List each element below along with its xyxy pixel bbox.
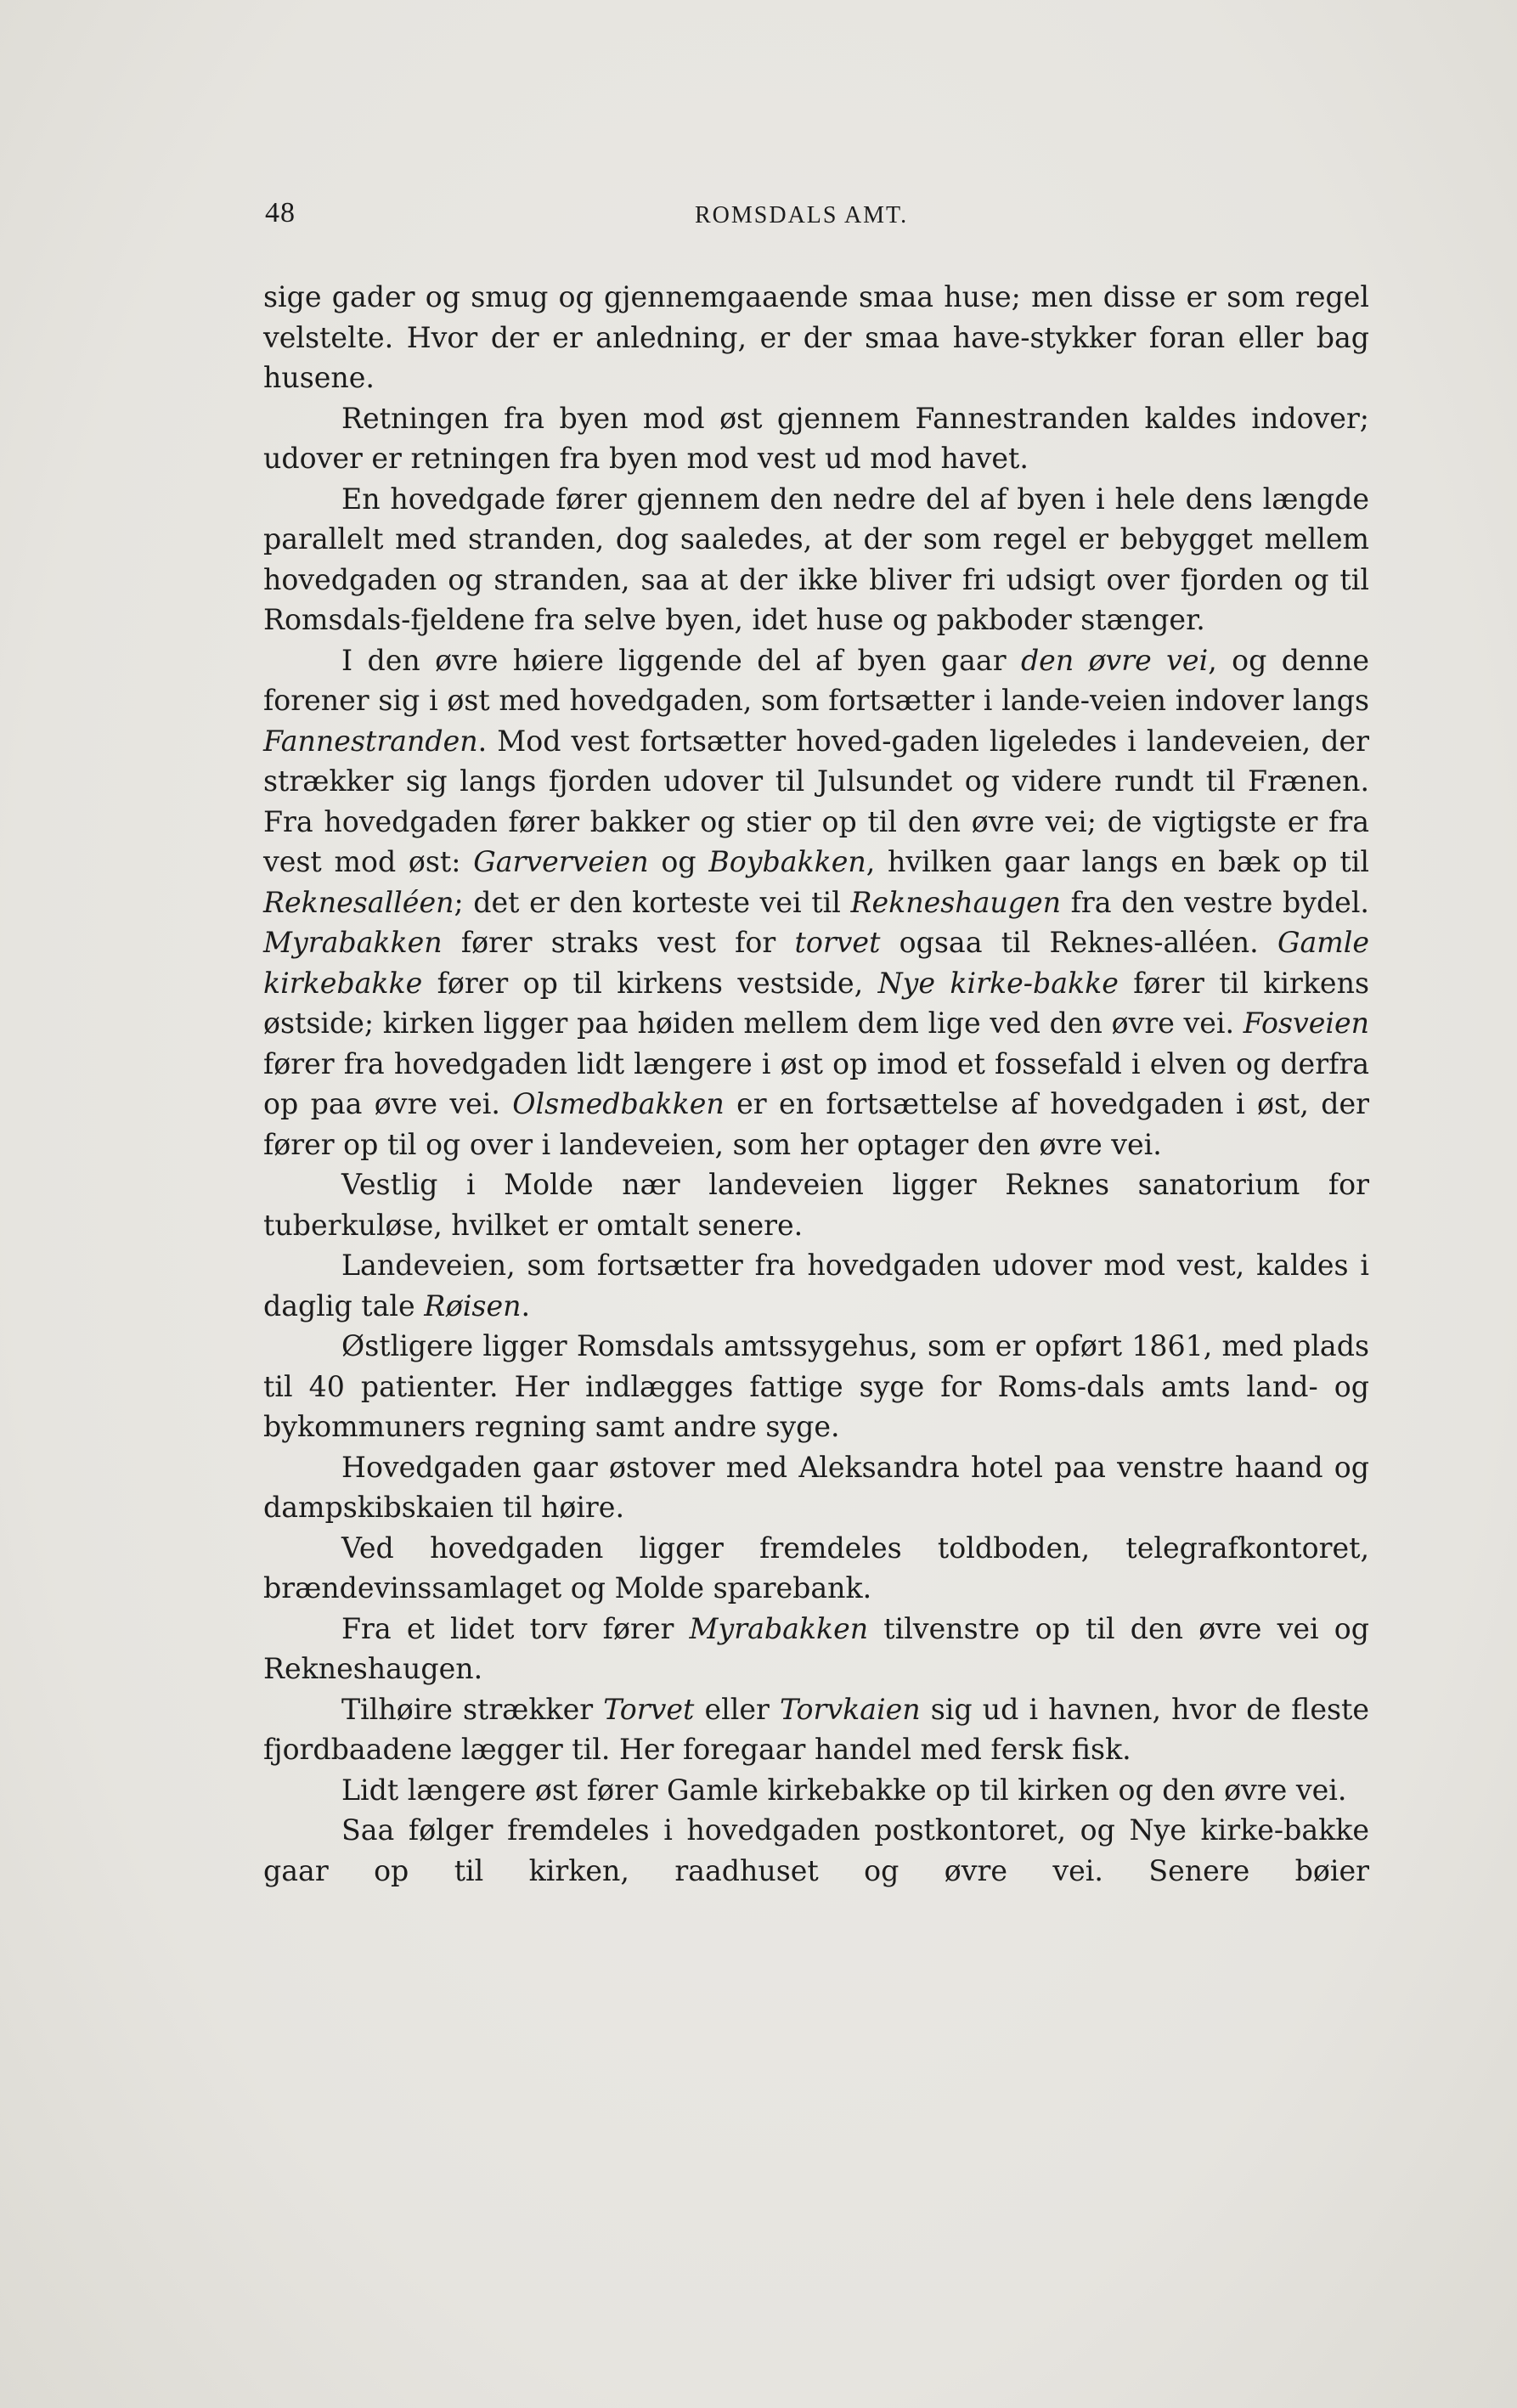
paragraph bbox=[263, 1528, 1369, 1609]
text-run: En hovedgade fører gjennem den nedre del af byen i hele dens længde parallelt med stranden, dog saaledes, at der som regel er bebygget mellem hovedgaden og stranden, saa at der ikke bliver fri udsigt over fjorden og til Romsdals-fjeldene fra selve byen, idet huse og pakboder stænger. bbox=[263, 482, 1369, 636]
italic-term: Gamle kirkebakke bbox=[263, 926, 1369, 1000]
text-run: Ved hovedgaden ligger fremdeles toldboden, telegrafkontoret, brændevinssamlaget og Molde sparebank. bbox=[263, 1531, 1369, 1604]
italic-term: Boybakken bbox=[708, 845, 866, 878]
italic-term: torvet bbox=[794, 926, 881, 959]
italic-term: Garverveien bbox=[473, 845, 649, 878]
text-run: Vestlig i Molde nær landeveien ligger Reknes sanatorium for tuberkuløse, hvilket er omtalt senere. bbox=[263, 1168, 1369, 1242]
text-run: fører til kirkens østside; kirken ligger paa høiden mellem dem lige ved den øvre vei. bbox=[263, 966, 1369, 1040]
text-run: Tilhøire strækker bbox=[341, 1692, 604, 1726]
text-run: . bbox=[521, 1289, 531, 1322]
text-run: fører straks vest for bbox=[442, 926, 795, 959]
paragraph bbox=[263, 277, 1369, 398]
text-run: fra den vestre bydel. bbox=[1061, 885, 1369, 919]
text-run: fører op til kirkens vestside, bbox=[422, 966, 878, 1000]
italic-term: Torvet bbox=[603, 1692, 695, 1726]
text-run: er en fortsættelse af hovedgaden i øst, der fører op til og over i landeveien, som her optager den øvre vei. bbox=[263, 1087, 1370, 1161]
italic-term: Røisen bbox=[424, 1289, 522, 1322]
text-run: I den øvre høiere liggende del af byen gaar bbox=[341, 643, 1021, 677]
text-run: Landeveien, som fortsætter fra hovedgaden udover mod vest, kaldes i daglig tale bbox=[263, 1249, 1369, 1322]
italic-term: Myrabakken bbox=[689, 1611, 869, 1645]
paragraph bbox=[263, 1689, 1369, 1770]
text-run: og bbox=[648, 845, 709, 878]
paragraph bbox=[263, 398, 1369, 479]
body-text bbox=[263, 277, 1369, 1891]
paragraph bbox=[263, 1609, 1369, 1689]
paragraph bbox=[263, 640, 1369, 1165]
page-number: 48 bbox=[265, 197, 296, 228]
italic-term: Reknesalléen bbox=[263, 885, 454, 919]
running-head: ROMSDALS AMT. bbox=[695, 202, 909, 228]
paragraph bbox=[263, 1326, 1369, 1447]
text-run: fører fra hovedgaden lidt længere i øst op imod et fossefald i elven og derfra op paa øvre vei. bbox=[263, 1046, 1369, 1120]
paragraph bbox=[263, 1245, 1369, 1326]
italic-term: Torvkaien bbox=[779, 1692, 921, 1726]
text-run: Hovedgaden gaar østover med Aleksandra hotel paa venstre haand og dampskibskaien til høire. bbox=[263, 1450, 1369, 1524]
italic-term: Fosveien bbox=[1243, 1007, 1369, 1040]
text-run: Lidt længere øst fører Gamle kirkebakke op til kirken og den øvre vei. bbox=[341, 1773, 1347, 1807]
text-run: . Mod vest fortsætter hoved-gaden ligeledes i landeveien, der strækker sig langs fjorden udover til Julsundet og videre rundt til Frænen. Fra hovedgaden fører bakker og stier op til den øvre vei; de vigtigste er fra vest mod øst: bbox=[263, 724, 1369, 878]
text-run: Østligere ligger Romsdals amtssygehus, som er opført 1861, med plads til 40 patienter. Her indlægges fattige syge for Roms-dals amts land- og bykommuners regning samt andre syge. bbox=[263, 1329, 1369, 1443]
text-run: sig ud i havnen, hvor de fleste fjordbaadene lægger til. Her foregaar handel med fersk fisk. bbox=[263, 1692, 1370, 1766]
paragraph bbox=[263, 1447, 1369, 1528]
text-run: sige gader og smug og gjennemgaaende smaa huse; men disse er som regel velstelte. Hvor der er anledning, er der smaa have-stykker foran eller bag husene. bbox=[263, 280, 1369, 394]
text-run: Saa følger fremdeles i hovedgaden postkontoret, og Nye kirke-bakke gaar op til kirken, raadhuset og øvre vei. Senere bøier bbox=[263, 1813, 1369, 1887]
text-run: ; det er den korteste vei til bbox=[454, 885, 851, 919]
page-header bbox=[265, 197, 1369, 240]
italic-term: Olsmedbakken bbox=[512, 1087, 725, 1120]
text-run: , og denne forener sig i øst med hovedgaden, som fortsætter i lande-veien indover langs bbox=[263, 643, 1369, 717]
paragraph bbox=[263, 479, 1369, 640]
text-run: eller bbox=[694, 1692, 780, 1726]
italic-term: den øvre vei bbox=[1020, 643, 1209, 677]
italic-term: Nye kirke-bakke bbox=[877, 966, 1119, 1000]
italic-term: Myrabakken bbox=[263, 926, 443, 959]
italic-term: Rekneshaugen bbox=[850, 885, 1062, 919]
paragraph bbox=[263, 1810, 1369, 1891]
paragraph bbox=[263, 1165, 1369, 1245]
text-run: ogsaa til Reknes-alléen. bbox=[880, 926, 1277, 959]
text-run: Retningen fra byen mod øst gjennem Fannestranden kaldes indover; udover er retningen fra byen mod vest ud mod havet. bbox=[263, 401, 1369, 475]
italic-term: Fannestranden bbox=[263, 724, 478, 758]
text-run: , hvilken gaar langs en bæk op til bbox=[866, 845, 1369, 878]
text-run: Fra et lidet torv fører bbox=[341, 1611, 690, 1645]
text-run: tilvenstre op til den øvre vei og Rekneshaugen. bbox=[263, 1611, 1369, 1685]
paragraph bbox=[263, 1770, 1369, 1811]
